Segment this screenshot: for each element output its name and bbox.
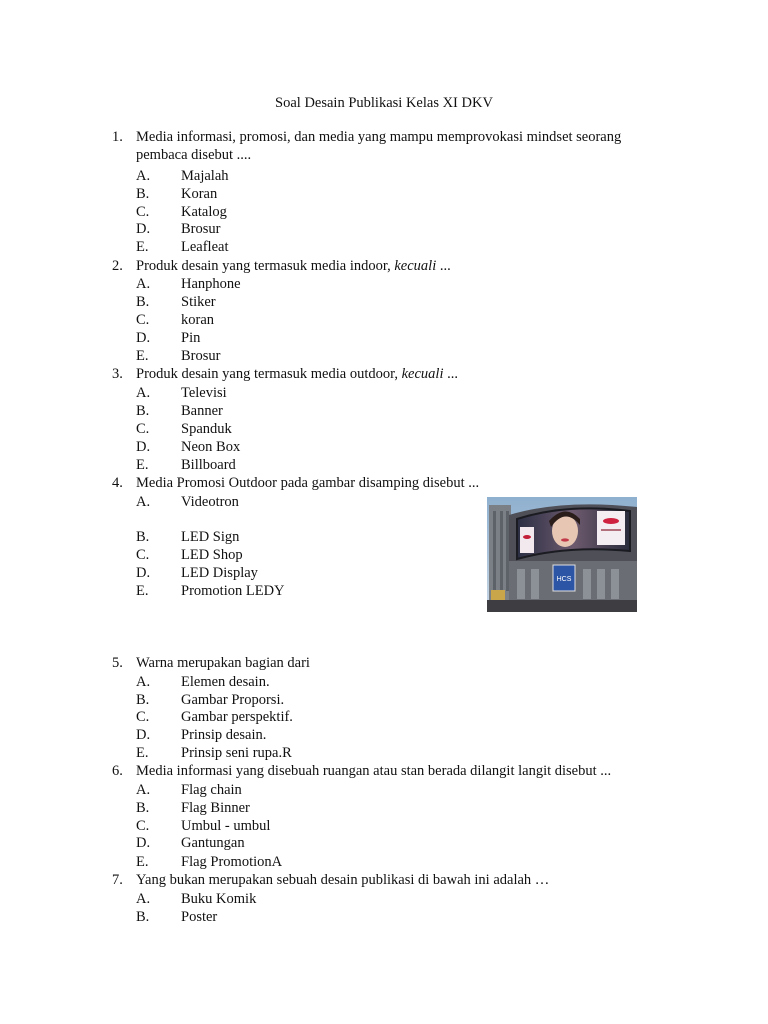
option-letter: A. bbox=[136, 674, 151, 690]
question-text: Media informasi yang disebuah ruangan atau stan berada dilangit langit disebut ... bbox=[136, 763, 612, 779]
option-text: Leafleat bbox=[181, 239, 229, 255]
option-letter: D. bbox=[136, 330, 151, 346]
question-7 bbox=[112, 871, 652, 889]
option-text: Umbul - umbul bbox=[181, 818, 271, 834]
option-2b bbox=[136, 293, 216, 311]
option-letter: A. bbox=[136, 891, 151, 907]
option-text: Prinsip desain. bbox=[181, 727, 267, 743]
option-letter: E. bbox=[136, 348, 149, 364]
question-5 bbox=[112, 654, 652, 672]
option-letter: E. bbox=[136, 583, 149, 599]
page-title: Soal Desain Publikasi Kelas XI DKV bbox=[275, 95, 493, 111]
option-text: Flag PromotionA bbox=[181, 854, 283, 870]
option-text: Prinsip seni rupa.R bbox=[181, 745, 292, 761]
option-letter: C. bbox=[136, 204, 150, 220]
option-letter: C. bbox=[136, 818, 150, 834]
option-letter: E. bbox=[136, 239, 149, 255]
question-1 bbox=[112, 128, 652, 164]
question-emphasis: kecuali bbox=[401, 366, 444, 382]
option-4d bbox=[136, 564, 258, 582]
option-6c bbox=[136, 817, 270, 835]
option-1c bbox=[136, 203, 227, 221]
option-1b bbox=[136, 185, 217, 203]
option-1d bbox=[136, 220, 220, 238]
question-2 bbox=[112, 257, 652, 275]
question-number: 3. bbox=[112, 366, 123, 382]
option-letter: C. bbox=[136, 709, 150, 725]
option-letter: B. bbox=[136, 403, 150, 419]
option-text: Videotron bbox=[181, 494, 239, 510]
question-text: Media informasi, promosi, dan media yang mampu memprovokasi mindset seorang pembaca disebut .... bbox=[136, 129, 622, 163]
option-letter: A. bbox=[136, 168, 151, 184]
option-3d bbox=[136, 438, 240, 456]
question-number: 1. bbox=[112, 129, 123, 145]
option-text: Katalog bbox=[181, 204, 227, 220]
option-letter: A. bbox=[136, 385, 151, 401]
option-text: Pin bbox=[181, 330, 201, 346]
option-letter: E. bbox=[136, 457, 149, 473]
question-text bbox=[136, 257, 652, 275]
option-letter: B. bbox=[136, 692, 150, 708]
option-3b bbox=[136, 402, 223, 420]
question-emphasis: kecuali bbox=[394, 258, 437, 274]
question-text-main: Produk desain yang termasuk media indoor, bbox=[136, 258, 395, 274]
question-text: Yang bukan merupakan sebuah desain publikasi di bawah ini adalah … bbox=[136, 872, 550, 888]
option-text: Promotion LEDY bbox=[181, 583, 285, 599]
question-number: 7. bbox=[112, 872, 123, 888]
option-text: Brosur bbox=[181, 348, 221, 364]
option-letter: A. bbox=[136, 276, 151, 292]
option-letter: A. bbox=[136, 494, 151, 510]
option-4c bbox=[136, 546, 243, 564]
option-4a bbox=[136, 493, 239, 511]
option-letter: E. bbox=[136, 745, 149, 761]
option-text: Stiker bbox=[181, 294, 216, 310]
option-text: Majalah bbox=[181, 168, 229, 184]
question-suffix: ... bbox=[436, 258, 451, 274]
option-6a bbox=[136, 781, 242, 799]
question-3 bbox=[112, 365, 652, 383]
question-text-main: Produk desain yang termasuk media outdoor, bbox=[136, 366, 402, 382]
option-4b bbox=[136, 528, 239, 546]
option-6b bbox=[136, 799, 250, 817]
question-text: Warna merupakan bagian dari bbox=[136, 655, 310, 671]
question-6 bbox=[112, 762, 672, 780]
option-letter: E. bbox=[136, 854, 149, 870]
question-number: 5. bbox=[112, 655, 123, 671]
option-3a bbox=[136, 384, 227, 402]
option-letter: B. bbox=[136, 294, 150, 310]
option-text: Spanduk bbox=[181, 421, 232, 437]
option-letter: D. bbox=[136, 835, 151, 851]
option-text: Buku Komik bbox=[181, 891, 257, 907]
option-text: LED Sign bbox=[181, 529, 240, 545]
option-letter: B. bbox=[136, 800, 150, 816]
option-text: Flag chain bbox=[181, 782, 242, 798]
option-letter: C. bbox=[136, 421, 150, 437]
option-letter: C. bbox=[136, 547, 150, 563]
option-7b bbox=[136, 908, 217, 926]
option-7a bbox=[136, 890, 256, 908]
option-letter: A. bbox=[136, 782, 151, 798]
option-text: Televisi bbox=[181, 385, 227, 401]
option-letter: D. bbox=[136, 727, 151, 743]
option-2c bbox=[136, 311, 214, 329]
option-text: Poster bbox=[181, 909, 218, 925]
option-letter: B. bbox=[136, 909, 150, 925]
option-3c bbox=[136, 420, 232, 438]
option-1e bbox=[136, 238, 229, 256]
ad-panel-left bbox=[520, 527, 534, 553]
option-2d bbox=[136, 329, 200, 347]
question-4 bbox=[112, 474, 652, 492]
option-4e bbox=[136, 582, 285, 600]
option-5d bbox=[136, 726, 266, 744]
question-number: 2. bbox=[112, 258, 123, 274]
option-letter: B. bbox=[136, 186, 150, 202]
option-text: Koran bbox=[181, 186, 218, 202]
question-text bbox=[136, 365, 652, 383]
option-text: Gambar perspektif. bbox=[181, 709, 293, 725]
option-2a bbox=[136, 275, 241, 293]
option-text: Neon Box bbox=[181, 439, 241, 455]
question-suffix: ... bbox=[443, 366, 458, 382]
option-6d bbox=[136, 834, 245, 852]
option-letter: D. bbox=[136, 565, 151, 581]
videotron-illustration bbox=[487, 497, 637, 612]
option-text: Brosur bbox=[181, 221, 221, 237]
street-sign bbox=[491, 590, 505, 600]
option-text: Elemen desain. bbox=[181, 674, 270, 690]
option-text: Gantungan bbox=[181, 835, 245, 851]
ad-panel-right bbox=[597, 511, 625, 545]
option-letter: D. bbox=[136, 439, 151, 455]
option-text: Flag Binner bbox=[181, 800, 250, 816]
option-letter: D. bbox=[136, 221, 151, 237]
question-number: 4. bbox=[112, 475, 123, 491]
option-6e bbox=[136, 853, 282, 871]
question-number: 6. bbox=[112, 763, 123, 779]
option-letter: B. bbox=[136, 529, 150, 545]
option-2e bbox=[136, 347, 220, 365]
option-text: Gambar Proporsi. bbox=[181, 692, 285, 708]
option-text: Banner bbox=[181, 403, 223, 419]
option-text: Hanphone bbox=[181, 276, 241, 292]
videotron-photo bbox=[487, 497, 637, 612]
option-5b bbox=[136, 691, 284, 709]
option-3e bbox=[136, 456, 236, 474]
question-text: Media Promosi Outdoor pada gambar disamping disebut ... bbox=[136, 475, 480, 491]
option-text: koran bbox=[181, 312, 215, 328]
street bbox=[487, 600, 637, 612]
option-text: LED Display bbox=[181, 565, 258, 581]
option-5c bbox=[136, 708, 293, 726]
option-text: LED Shop bbox=[181, 547, 243, 563]
option-5a bbox=[136, 673, 270, 691]
option-1a bbox=[136, 167, 229, 185]
option-text: Billboard bbox=[181, 457, 236, 473]
option-letter: C. bbox=[136, 312, 150, 328]
hcs-sign-label: HCS bbox=[556, 576, 572, 583]
option-5e bbox=[136, 744, 292, 762]
